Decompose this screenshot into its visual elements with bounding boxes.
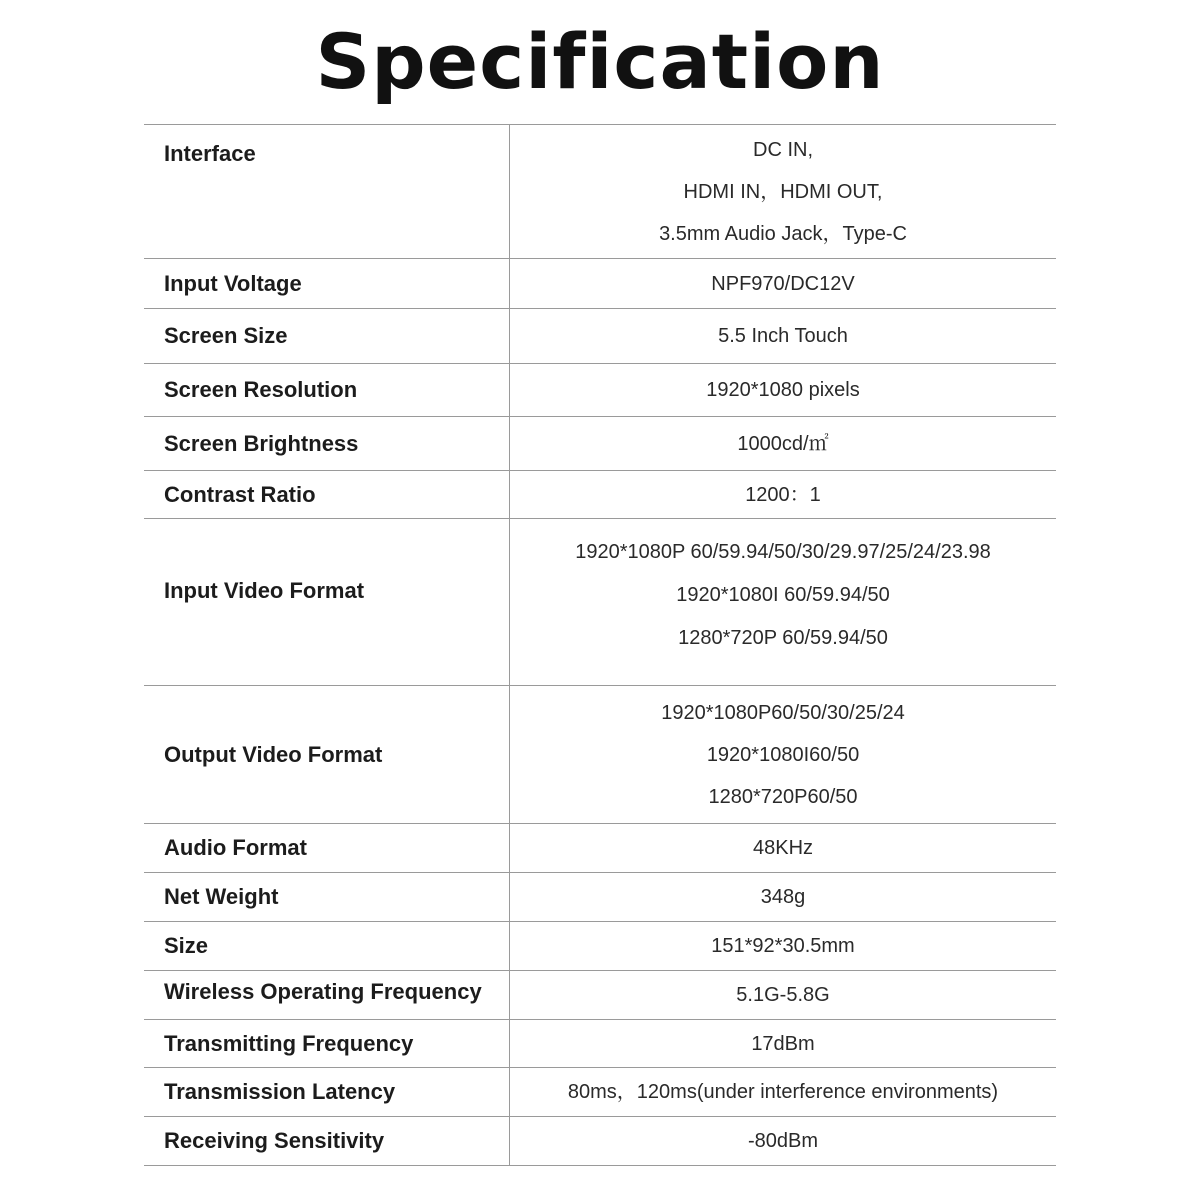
spec-row-interface <box>144 125 1056 259</box>
spec-value-line: 1920*1080I60/50 <box>706 743 860 766</box>
spec-label: Screen Brightness <box>144 417 510 470</box>
spec-row-audio-format <box>144 824 1056 873</box>
spec-label: Screen Resolution <box>144 364 510 416</box>
spec-value <box>510 309 1056 363</box>
spec-value-line: 1200：1 <box>745 483 821 506</box>
spec-label: Interface <box>144 125 510 258</box>
spec-value <box>510 873 1056 921</box>
spec-value <box>510 824 1056 872</box>
spec-value-line: 1280*720P60/50 <box>708 785 858 808</box>
spec-label: Transmitting Frequency <box>144 1020 510 1067</box>
spec-row-receiving-sensitivity <box>144 1117 1056 1166</box>
spec-value-line: 1920*1080P 60/59.94/50/30/29.97/25/24/23.98 <box>575 541 991 563</box>
spec-value-line: 348g <box>760 886 806 908</box>
spec-table <box>144 124 1056 1166</box>
spec-value <box>510 471 1056 518</box>
spec-label: Transmission Latency <box>144 1068 510 1116</box>
spec-value-line: 3.5mm Audio Jack，Type-C <box>659 223 907 245</box>
spec-value-line: 5.1G-5.8G <box>736 984 830 1006</box>
spec-value-line: 151*92*30.5mm <box>711 935 855 957</box>
spec-row-contrast-ratio <box>144 471 1056 519</box>
spec-row-wireless-operating-frequency <box>144 971 1056 1020</box>
spec-value-line: NPF970/DC12V <box>711 272 855 295</box>
page-title: Specification <box>315 17 885 106</box>
spec-row-input-video-format <box>144 519 1056 686</box>
spec-label: Net Weight <box>144 873 510 921</box>
spec-value <box>510 364 1056 416</box>
spec-label: Input Voltage <box>144 259 510 308</box>
spec-row-screen-brightness <box>144 417 1056 471</box>
spec-label: Screen Size <box>144 309 510 363</box>
spec-row-input-voltage <box>144 259 1056 309</box>
spec-value <box>510 1117 1056 1165</box>
spec-value <box>510 686 1056 823</box>
spec-value-line: 17dBm <box>751 1032 815 1055</box>
spec-row-screen-resolution <box>144 364 1056 417</box>
spec-label: Audio Format <box>144 824 510 872</box>
spec-value-line: 5.5 Inch Touch <box>718 325 848 347</box>
spec-value <box>510 971 1056 1019</box>
spec-row-net-weight <box>144 873 1056 922</box>
spec-value-line: 1920*1080P60/50/30/25/24 <box>661 701 905 724</box>
spec-row-screen-size <box>144 309 1056 364</box>
spec-label: Input Video Format <box>144 519 510 685</box>
spec-label: Wireless Operating Frequency <box>144 971 510 1019</box>
spec-value-line: DC IN, <box>753 139 813 161</box>
spec-label: Size <box>144 922 510 970</box>
spec-value-line: 1000cd/㎡ <box>737 432 829 455</box>
spec-row-output-video-format <box>144 686 1056 824</box>
spec-row-transmitting-frequency <box>144 1020 1056 1068</box>
spec-label: Output Video Format <box>144 686 510 823</box>
spec-row-transmission-latency <box>144 1068 1056 1117</box>
spec-value <box>510 417 1056 470</box>
spec-value-line: 1280*720P 60/59.94/50 <box>678 627 888 649</box>
spec-value-line: 1920*1080I 60/59.94/50 <box>676 584 890 606</box>
spec-value-line: 1920*1080 pixels <box>706 379 860 401</box>
spec-value-line: -80dBm <box>747 1130 819 1152</box>
spec-value <box>510 1020 1056 1067</box>
spec-value <box>510 922 1056 970</box>
spec-value-line: 48KHz <box>752 837 814 859</box>
spec-value <box>510 1068 1056 1116</box>
spec-row-size <box>144 922 1056 971</box>
spec-label: Contrast Ratio <box>144 471 510 518</box>
spec-value <box>510 125 1056 258</box>
spec-value-line: 80ms，120ms(under interference environments) <box>567 1081 999 1103</box>
spec-value <box>510 259 1056 308</box>
spec-value-line: HDMI IN，HDMI OUT, <box>683 181 883 203</box>
spec-label: Receiving Sensitivity <box>144 1117 510 1165</box>
spec-value <box>510 519 1056 685</box>
